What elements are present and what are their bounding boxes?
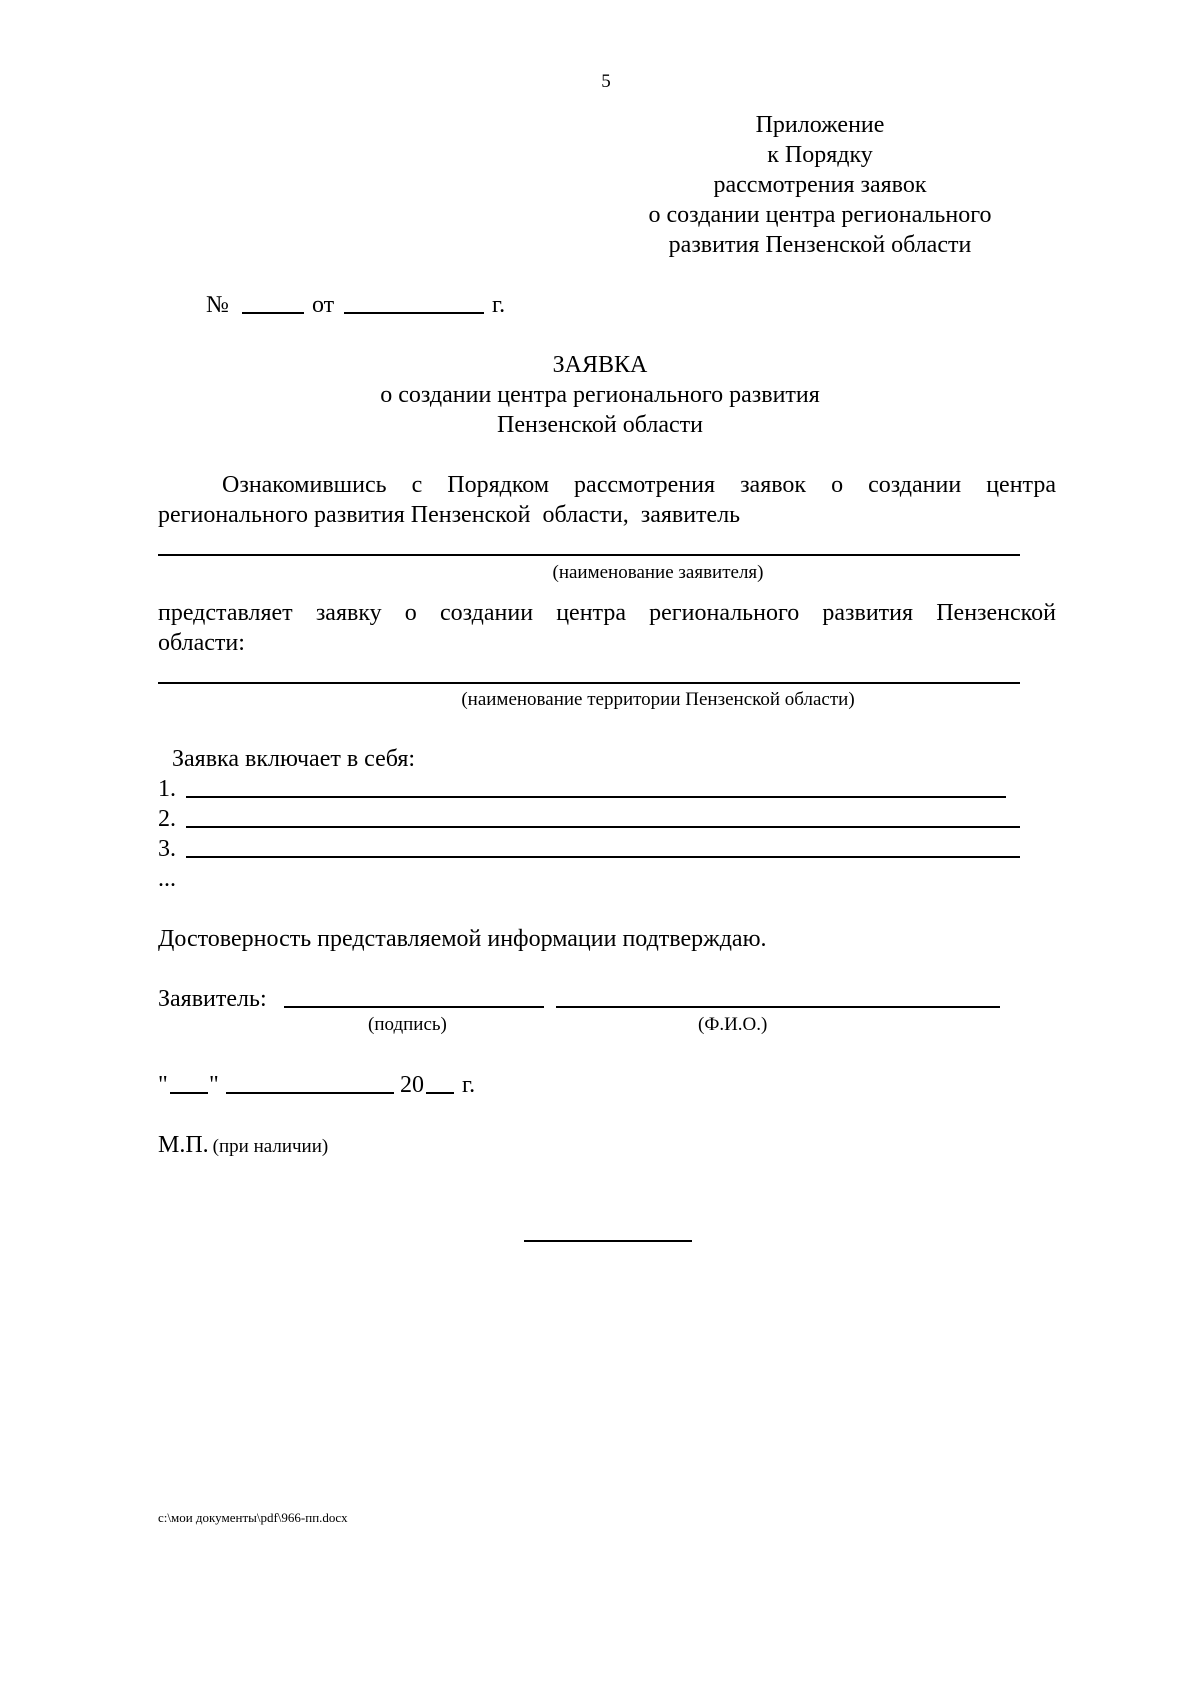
- intro-word: с: [411, 472, 423, 498]
- date-quote-close: ": [209, 1072, 219, 1098]
- date-quote-open: ": [158, 1072, 168, 1098]
- caption-applicant: (наименование заявителя): [552, 562, 764, 583]
- appendix-line: о создании центра регионального: [648, 202, 992, 228]
- appendix-block: [640, 110, 1000, 260]
- submit-word: о: [404, 600, 417, 626]
- intro-word: заявок: [740, 472, 807, 498]
- caption-signature: (подпись): [368, 1014, 447, 1035]
- signature-label: Заявитель:: [158, 986, 267, 1012]
- intro-word: создании: [868, 472, 962, 498]
- list-item-number: 1.: [158, 776, 176, 802]
- intro-line-1: [222, 470, 1056, 500]
- intro-word: Ознакомившись: [222, 472, 387, 498]
- signature-blank[interactable]: [284, 1006, 544, 1008]
- document-subtitle: о создании центра регионального развития: [380, 382, 820, 408]
- submit-word: регионального: [649, 600, 800, 626]
- reg-date-blank[interactable]: [344, 312, 484, 314]
- list-ellipsis: ...: [158, 866, 176, 892]
- caption-full-name: (Ф.И.О.): [698, 1014, 768, 1035]
- closing-rule: [524, 1240, 692, 1242]
- stamp-line: [158, 1130, 328, 1160]
- footer-file-path: c:\мои документы\pdf\966-пп.docx: [158, 1510, 348, 1525]
- reg-number-blank[interactable]: [242, 312, 304, 314]
- page-number: 5: [601, 71, 611, 92]
- reg-from-word: от: [312, 292, 335, 318]
- appendix-line: развития Пензенской области: [668, 232, 972, 258]
- submit-word: центра: [556, 600, 626, 626]
- intro-word: о: [831, 472, 844, 498]
- stamp-label: М.П.: [158, 1132, 209, 1158]
- list-item-number: 3.: [158, 836, 176, 862]
- full-name-blank[interactable]: [556, 1006, 1000, 1008]
- list-item-blank[interactable]: [186, 856, 1020, 858]
- list-item-blank[interactable]: [186, 826, 1020, 828]
- submit-word: создании: [439, 600, 534, 626]
- intro-word: рассмотрения: [574, 472, 716, 498]
- reg-number-sign: №: [206, 292, 229, 318]
- list-item-blank[interactable]: [186, 796, 1006, 798]
- intro-word: Порядком: [447, 472, 550, 498]
- reg-year-suffix: г.: [492, 292, 506, 318]
- date-year-blank[interactable]: [426, 1092, 454, 1094]
- caption-territory: (наименование территории Пензенской области): [461, 689, 855, 710]
- submit-word: развития: [822, 600, 914, 626]
- includes-heading: Заявка включает в себя:: [172, 746, 416, 772]
- appendix-line: к Порядку: [767, 142, 873, 168]
- document-subtitle: Пензенской области: [497, 412, 703, 438]
- submit-word: Пензенской: [936, 600, 1056, 626]
- stamp-note: (при наличии): [212, 1136, 329, 1157]
- document-title: ЗАЯВКА: [552, 352, 648, 378]
- date-year-prefix: 20: [400, 1072, 424, 1098]
- submit-line-2: области:: [158, 630, 245, 656]
- confirmation-text: Достоверность представляемой информации подтверждаю.: [158, 926, 767, 952]
- date-year-suffix: г.: [462, 1072, 476, 1098]
- date-day-blank[interactable]: [170, 1092, 208, 1094]
- intro-word: центра: [986, 472, 1056, 498]
- submit-word: заявку: [315, 600, 382, 626]
- submit-word: представляет: [158, 600, 293, 626]
- applicant-name-blank[interactable]: [158, 554, 1020, 556]
- appendix-line: Приложение: [755, 112, 885, 138]
- appendix-line: рассмотрения заявок: [713, 172, 927, 198]
- territory-name-blank[interactable]: [158, 682, 1020, 684]
- intro-line-2: регионального развития Пензенской области, заявитель: [158, 502, 741, 528]
- date-month-blank[interactable]: [226, 1092, 394, 1094]
- submit-line-1: [158, 598, 1056, 628]
- list-item-number: 2.: [158, 806, 176, 832]
